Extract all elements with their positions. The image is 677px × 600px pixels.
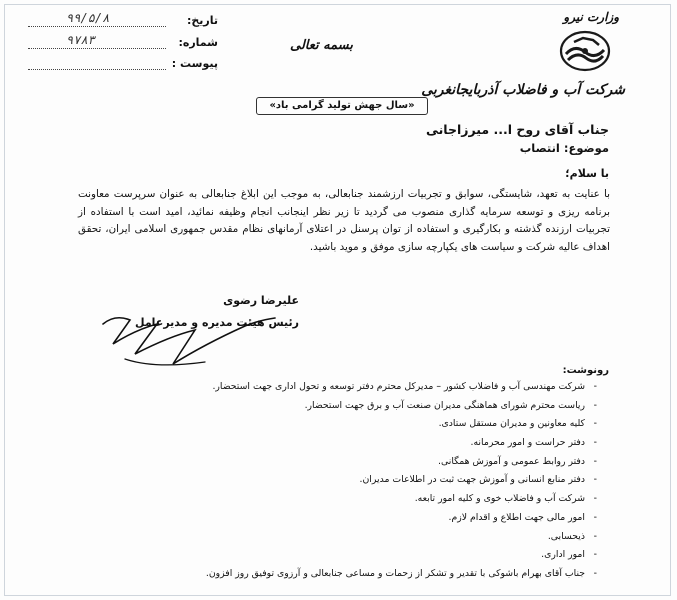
date-label: تاریخ:: [186, 14, 218, 27]
date-value: ۹۹/۵/۸: [66, 11, 110, 25]
attachment-label: پیوست :: [171, 57, 218, 70]
number-value: ۹۷۸۳: [66, 33, 95, 47]
company-name: شرکت آب و فاضلاب آذربایجانغربی: [421, 82, 625, 98]
number-label: شماره:: [178, 36, 218, 49]
cc-item: - شرکت مهندسی آب و فاضلاب کشور – مدیرکل محترم دفتر توسعه و تحول اداری جهت استحضار.: [212, 381, 597, 392]
cc-title: رونوشت:: [562, 365, 609, 376]
number-field: [28, 33, 218, 52]
cc-item: - دفتر منابع انسانی و آموزش جهت ثبت در اطلاعات مدیران.: [359, 474, 597, 486]
attachment-field: [28, 57, 218, 73]
cc-list: [77, 378, 597, 584]
subject-line: موضوع: انتصاب: [519, 141, 609, 155]
date-field: [28, 11, 218, 30]
date-line: [28, 26, 166, 27]
greeting: با سلام؛: [565, 167, 609, 180]
cc-item: - ریاست محترم شورای هماهنگی مدیران صنعت آب و برق جهت استحضار.: [304, 399, 597, 411]
cc-item: - دفتر حراست و امور محرمانه.: [470, 437, 597, 449]
signer-name: علیرضا رضوی: [223, 294, 299, 307]
cc-item: - جناب آقای بهرام باشوکی با تقدیر و تشکر از زحمات و مساعی جنابعالی و آرزوی توفیق روز افزون.: [205, 567, 597, 579]
cc-item: - امور اداری.: [541, 549, 597, 561]
recipient-line: جناب آقای روح ا... میرزاجانی: [425, 122, 609, 137]
cc-item: - شرکت آب و فاضلاب خوی و کلیه امور تابعه.: [414, 493, 597, 505]
cc-item: - دفتر روابط عمومی و آموزش همگانی.: [438, 455, 597, 467]
signer-title: رئیس هیئت مدیره و مدیرعامل: [135, 316, 299, 329]
ministry-name: وزارت نیرو: [563, 10, 619, 24]
company-logo-icon: [557, 28, 613, 74]
cc-item: - امور مالی جهت اطلاع و اقدام لازم.: [448, 511, 597, 523]
cc-item: - کلیه معاونین و مدیران مستقل ستادی.: [438, 418, 597, 430]
attachment-line: [28, 69, 166, 70]
bismillah-heading: بسمه تعالی: [290, 38, 353, 53]
year-slogan: «سال جهش تولید گرامی باد»: [256, 97, 428, 115]
number-line: [28, 48, 166, 49]
letter-body: با عنایت به تعهد، شایستگی، سوابق و تجربیات ارزشمند جنابعالی، به موجب این ابلاغ جنابعالی به عنوان سرپرست معاونت برنامه ریزی و توسعه سرمایه گذاری منصوب می گردید تا زیر نظر اینجانب انجام وظیفه نمائید، امید است با استفاده از تجربیات ارزنده گذشته و بکارگیری و استفاده از توان پرسنل در اعتلای آرمانهای نظام مقدس جمهوری اسلامی ایران، تحقق اهداف عالیه شرکت و سیاست های یکپارچه سازی موفق و موید باشید.: [78, 188, 610, 253]
cc-item: - ذیحسابی.: [547, 530, 597, 542]
